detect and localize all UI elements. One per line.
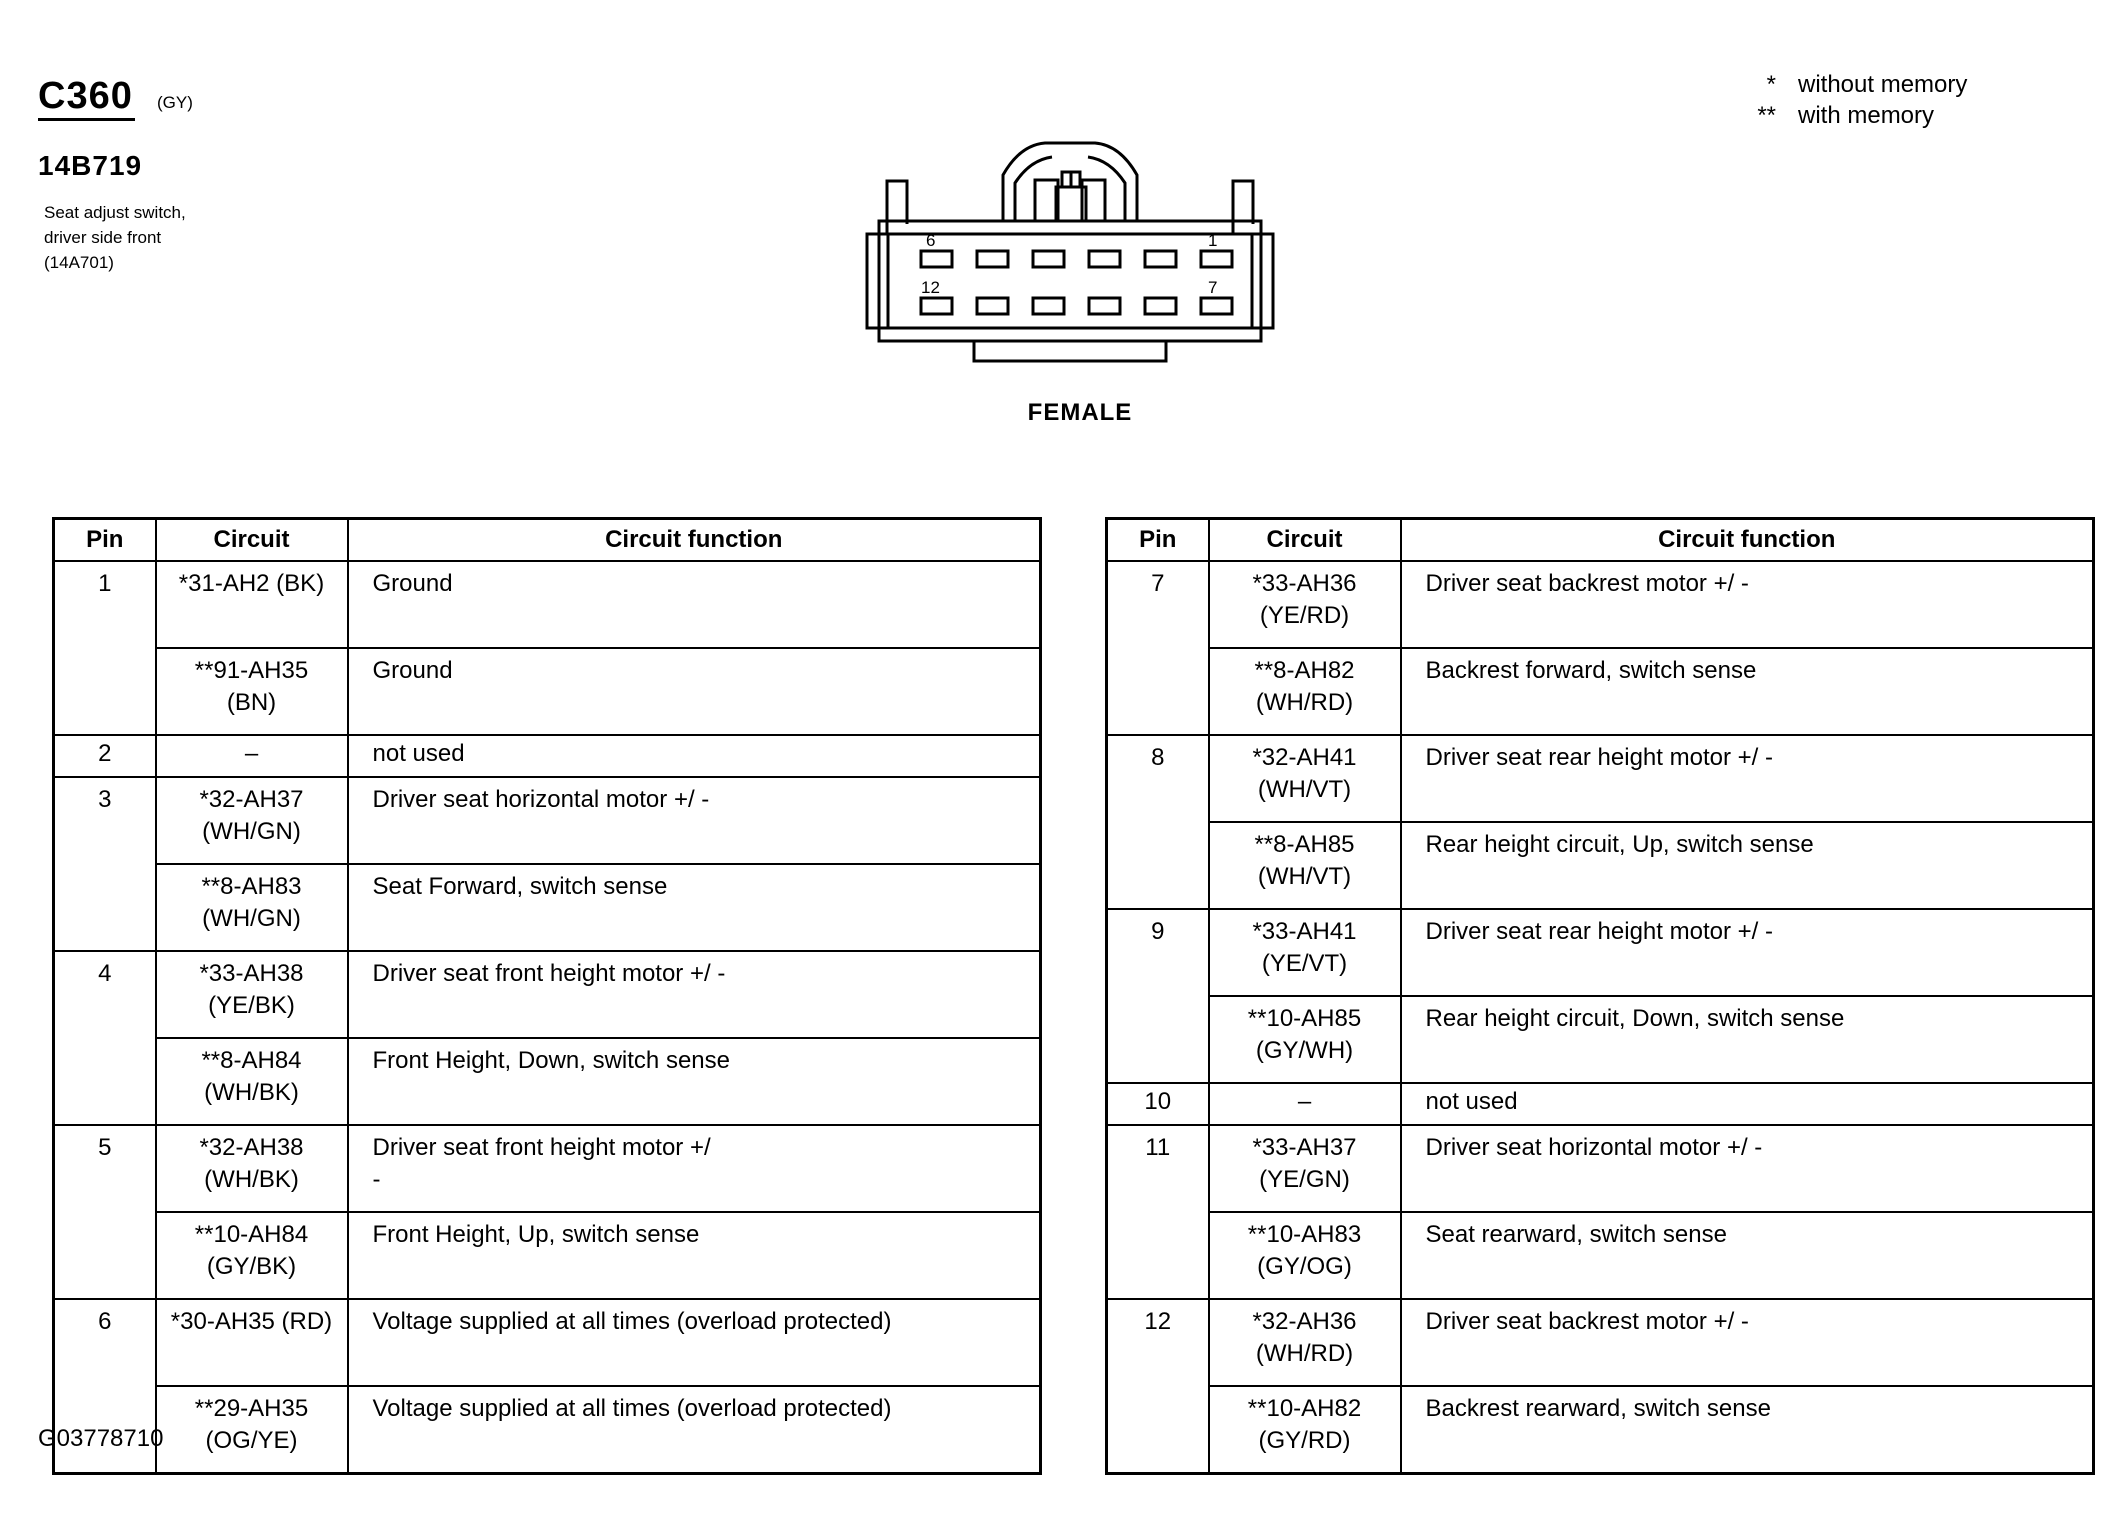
pin-label-7: 7 — [1208, 278, 1218, 297]
circuit-cell: **8-AH82 (WH/RD) — [1209, 648, 1401, 735]
pin-cavity-2 — [1145, 251, 1176, 267]
table-row — [1107, 1083, 2094, 1125]
pin-number-cell: 11 — [1107, 1125, 1209, 1299]
circuit-function-cell: Driver seat horizontal motor +/ - — [1401, 1125, 2094, 1212]
figure-id: G03778710 — [38, 1425, 164, 1452]
connector-face-diagram — [860, 135, 1280, 375]
pin-cavity-5 — [977, 251, 1008, 267]
circuit-function-cell: Driver seat front height motor +/ - — [348, 951, 1041, 1038]
pin-label-1: 1 — [1208, 231, 1218, 250]
pin-cavity-8 — [1145, 298, 1176, 314]
circuit-cell: **10-AH85 (GY/WH) — [1209, 996, 1401, 1083]
table-row — [54, 1038, 1041, 1125]
circuit-cell: **8-AH84 (WH/BK) — [156, 1038, 348, 1125]
circuit-function-cell: Driver seat backrest motor +/ - — [1401, 1299, 2094, 1386]
table-row — [1107, 822, 2094, 909]
connector-code: C360 — [38, 74, 135, 121]
circuit-cell: **10-AH83 (GY/OG) — [1209, 1212, 1401, 1299]
header-circuit: Circuit — [156, 519, 348, 562]
table-row — [54, 864, 1041, 951]
header-pin: Pin — [1107, 519, 1209, 562]
right-tab-outline — [1233, 181, 1253, 234]
pin-cavity-11 — [977, 298, 1008, 314]
circuit-function-cell: Voltage supplied at all times (overload protected) — [348, 1299, 1041, 1386]
pin-table-left — [52, 517, 1042, 1475]
circuit-function-cell: Driver seat horizontal motor +/ - — [348, 777, 1041, 864]
circuit-function-cell: Ground — [348, 648, 1041, 735]
pin-number-cell: 8 — [1107, 735, 1209, 909]
circuit-cell: – — [1209, 1083, 1401, 1125]
circuit-cell: **91-AH35 (BN) — [156, 648, 348, 735]
connector-color: (GY) — [157, 93, 193, 112]
legend-mark-without-memory: * — [1766, 71, 1776, 98]
table-row — [1107, 1386, 2094, 1474]
pin-number-cell: 4 — [54, 951, 156, 1125]
table-row — [54, 1386, 1041, 1474]
circuit-cell: *32-AH37 (WH/GN) — [156, 777, 348, 864]
circuit-cell: *33-AH41 (YE/VT) — [1209, 909, 1401, 996]
table-row — [1107, 909, 2094, 996]
circuit-cell: **8-AH85 (WH/VT) — [1209, 822, 1401, 909]
header-circuit-function: Circuit function — [1401, 519, 2094, 562]
pin-number-cell: 6 — [54, 1299, 156, 1474]
table-row — [1107, 996, 2094, 1083]
pin-number-cell: 9 — [1107, 909, 1209, 1083]
circuit-cell: *33-AH37 (YE/GN) — [1209, 1125, 1401, 1212]
table-row — [54, 1125, 1041, 1212]
table-row — [54, 777, 1041, 864]
circuit-cell: *31-AH2 (BK) — [156, 561, 348, 648]
table-row — [1107, 1212, 2094, 1299]
pin-cavity-4 — [1033, 251, 1064, 267]
circuit-cell: – — [156, 735, 348, 777]
pin-label-6: 6 — [926, 231, 936, 250]
circuit-cell: *33-AH36 (YE/RD) — [1209, 561, 1401, 648]
table-row — [1107, 1299, 2094, 1386]
header-circuit: Circuit — [1209, 519, 1401, 562]
circuit-function-cell: Rear height circuit, Down, switch sense — [1401, 996, 2094, 1083]
pin-table-left-body — [54, 561, 1041, 1474]
circuit-cell: *32-AH38 (WH/BK) — [156, 1125, 348, 1212]
pin-cavity-3 — [1089, 251, 1120, 267]
pin-number-cell: 10 — [1107, 1083, 1209, 1125]
pin-number-cell: 1 — [54, 561, 156, 735]
pin-cavity-10 — [1033, 298, 1064, 314]
header-pin: Pin — [54, 519, 156, 562]
table-row — [54, 648, 1041, 735]
circuit-function-cell: Driver seat rear height motor +/ - — [1401, 735, 2094, 822]
circuit-function-cell: not used — [1401, 1083, 2094, 1125]
pin-label-12: 12 — [921, 278, 940, 297]
circuit-function-cell: Front Height, Up, switch sense — [348, 1212, 1041, 1299]
circuit-function-cell: Voltage supplied at all times (overload protected) — [348, 1386, 1041, 1474]
circuit-function-cell: Ground — [348, 561, 1041, 648]
table-row — [1107, 648, 2094, 735]
legend-mark-with-memory: ** — [1757, 102, 1776, 129]
pin-cavity-6 — [921, 251, 952, 267]
table-row — [54, 735, 1041, 777]
header-circuit-function: Circuit function — [348, 519, 1041, 562]
circuit-function-cell: Front Height, Down, switch sense — [348, 1038, 1041, 1125]
pin-number-cell: 7 — [1107, 561, 1209, 735]
pin-number-cell: 5 — [54, 1125, 156, 1299]
table-row — [1107, 1125, 2094, 1212]
pin-number-cell: 12 — [1107, 1299, 1209, 1474]
circuit-function-cell: Seat Forward, switch sense — [348, 864, 1041, 951]
circuit-function-cell: Rear height circuit, Up, switch sense — [1401, 822, 2094, 909]
legend-text-with-memory: with memory — [1798, 102, 1935, 129]
circuit-cell: *32-AH36 (WH/RD) — [1209, 1299, 1401, 1386]
circuit-cell: **29-AH35 (OG/YE) — [156, 1386, 348, 1474]
pin-table-right — [1105, 517, 2095, 1475]
circuit-function-cell: Driver seat backrest motor +/ - — [1401, 561, 2094, 648]
pin-cavity-1 — [1201, 251, 1232, 267]
circuit-function-cell: Backrest forward, switch sense — [1401, 648, 2094, 735]
pin-number-cell: 3 — [54, 777, 156, 951]
pin-cavity-7 — [1201, 298, 1232, 314]
description-line: Seat adjust switch, — [44, 203, 186, 222]
table-row — [1107, 561, 2094, 648]
pin-cavity-9 — [1089, 298, 1120, 314]
circuit-function-cell: Driver seat rear height motor +/ - — [1401, 909, 2094, 996]
pin-table-right-body — [1107, 561, 2094, 1474]
pin-number-cell: 2 — [54, 735, 156, 777]
circuit-function-cell: Backrest rearward, switch sense — [1401, 1386, 2094, 1474]
circuit-function-cell: not used — [348, 735, 1041, 777]
circuit-cell: *32-AH41 (WH/VT) — [1209, 735, 1401, 822]
circuit-function-cell: Driver seat front height motor +/ - — [348, 1125, 1041, 1212]
table-row — [1107, 735, 2094, 822]
legend-text-without-memory: without memory — [1798, 71, 1968, 98]
circuit-cell: *30-AH35 (RD) — [156, 1299, 348, 1386]
table-row — [54, 561, 1041, 648]
connector-bottom-rib — [974, 341, 1166, 361]
circuit-cell: **10-AH84 (GY/BK) — [156, 1212, 348, 1299]
description-line: driver side front — [44, 228, 162, 247]
table-row — [54, 951, 1041, 1038]
pin-cavity-12 — [921, 298, 952, 314]
circuit-cell: *33-AH38 (YE/BK) — [156, 951, 348, 1038]
connector-gender-label: FEMALE — [1027, 399, 1133, 426]
circuit-cell: **10-AH82 (GY/RD) — [1209, 1386, 1401, 1474]
circuit-function-cell: Seat rearward, switch sense — [1401, 1212, 2094, 1299]
table-row — [54, 1212, 1041, 1299]
left-tab-outline — [887, 181, 907, 234]
description-line: (14A701) — [44, 253, 114, 272]
part-number: 14B719 — [38, 150, 143, 181]
table-row — [54, 1299, 1041, 1386]
circuit-cell: **8-AH83 (WH/GN) — [156, 864, 348, 951]
